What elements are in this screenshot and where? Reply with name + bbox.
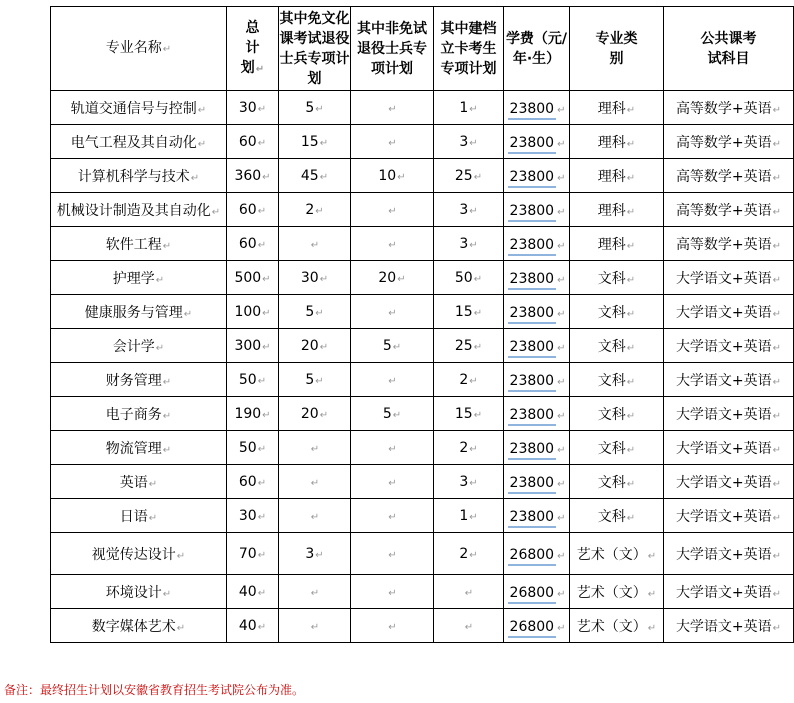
table-row	[51, 609, 794, 643]
nonexempt-veteran-cell: ↵	[351, 295, 434, 329]
exempt-veteran-cell: ↵	[279, 431, 351, 465]
total-plan-cell: 40↵	[227, 575, 279, 609]
major-category-cell: 理科↵	[570, 125, 664, 159]
nonexempt-veteran-cell: ↵	[351, 363, 434, 397]
exam-subjects-cell: 大学语文+英语↵	[664, 261, 794, 295]
header-total-plan: 总计划↵	[227, 7, 279, 91]
major-name-cell: 数字媒体艺术↵	[51, 609, 227, 643]
major-category-cell: 文科↵	[570, 329, 664, 363]
total-plan-cell: 50↵	[227, 363, 279, 397]
tuition-fee-cell: 23800 ↵	[504, 363, 570, 397]
major-category-cell: 文科↵	[570, 465, 664, 499]
nonexempt-veteran-cell: 5↵	[351, 397, 434, 431]
header-tuition-fee: 学费（元/年·生）	[504, 7, 570, 91]
total-plan-cell: 60↵	[227, 227, 279, 261]
exempt-veteran-cell: ↵	[279, 499, 351, 533]
tuition-fee-cell: 23800 ↵	[504, 193, 570, 227]
major-category-cell: 艺术（文）↵	[570, 609, 664, 643]
nonexempt-veteran-cell: 5↵	[351, 329, 434, 363]
major-name-cell: 软件工程↵	[51, 227, 227, 261]
poverty-plan-cell: 50↵	[434, 261, 504, 295]
nonexempt-veteran-cell: 10↵	[351, 159, 434, 193]
exam-subjects-cell: 大学语文+英语↵	[664, 609, 794, 643]
major-category-cell: 理科↵	[570, 193, 664, 227]
tuition-fee-cell: 23800 ↵	[504, 125, 570, 159]
tuition-fee-cell: 23800 ↵	[504, 465, 570, 499]
major-name-cell: 环境设计↵	[51, 575, 227, 609]
nonexempt-veteran-cell: ↵	[351, 575, 434, 609]
tuition-fee-cell: 23800 ↵	[504, 499, 570, 533]
exempt-veteran-cell: 20↵	[279, 329, 351, 363]
major-name-cell: 健康服务与管理↵	[51, 295, 227, 329]
exam-subjects-cell: 大学语文+英语↵	[664, 329, 794, 363]
exempt-veteran-cell: ↵	[279, 575, 351, 609]
poverty-plan-cell: 1↵	[434, 91, 504, 125]
exam-subjects-cell: 大学语文+英语↵	[664, 363, 794, 397]
total-plan-cell: 70↵	[227, 533, 279, 575]
table-row	[51, 91, 794, 125]
table-row	[51, 295, 794, 329]
exam-subjects-cell: 高等数学+英语↵	[664, 125, 794, 159]
poverty-plan-cell: 2↵	[434, 533, 504, 575]
major-name-cell: 物流管理↵	[51, 431, 227, 465]
tuition-fee-cell: 26800 ↵	[504, 575, 570, 609]
major-name-cell: 护理学↵	[51, 261, 227, 295]
total-plan-cell: 60↵	[227, 193, 279, 227]
table-row	[51, 533, 794, 575]
nonexempt-veteran-cell: ↵	[351, 125, 434, 159]
footnote: 备注：最终招生计划以安徽省教育招生考试院公布为准。	[4, 683, 305, 697]
total-plan-cell: 500↵	[227, 261, 279, 295]
enrollment-plan-table	[50, 6, 794, 643]
table-row	[51, 261, 794, 295]
table-row	[51, 397, 794, 431]
major-category-cell: 文科↵	[570, 499, 664, 533]
major-name-cell: 电子商务↵	[51, 397, 227, 431]
poverty-plan-cell: 2↵	[434, 363, 504, 397]
table-row	[51, 193, 794, 227]
table-row	[51, 227, 794, 261]
tuition-fee-cell: 23800 ↵	[504, 91, 570, 125]
exam-subjects-cell: 高等数学+英语↵	[664, 91, 794, 125]
exam-subjects-cell: 高等数学+英语↵	[664, 227, 794, 261]
poverty-plan-cell: 3↵	[434, 227, 504, 261]
poverty-plan-cell: 25↵	[434, 159, 504, 193]
nonexempt-veteran-cell: ↵	[351, 91, 434, 125]
header-nonexempt-veteran-plan: 其中非免试退役士兵专项计划	[351, 7, 434, 91]
tuition-fee-cell: 23800 ↵	[504, 261, 570, 295]
nonexempt-veteran-cell: ↵	[351, 533, 434, 575]
total-plan-cell: 190↵	[227, 397, 279, 431]
header-row	[51, 7, 794, 91]
nonexempt-veteran-cell: ↵	[351, 227, 434, 261]
table-row	[51, 575, 794, 609]
table-row	[51, 363, 794, 397]
tuition-fee-cell: 26800 ↵	[504, 533, 570, 575]
tuition-fee-cell: 23800 ↵	[504, 431, 570, 465]
poverty-plan-cell: 2↵	[434, 431, 504, 465]
major-category-cell: 理科↵	[570, 91, 664, 125]
exam-subjects-cell: 大学语文+英语↵	[664, 295, 794, 329]
major-name-cell: 电气工程及其自动化↵	[51, 125, 227, 159]
header-major-category: 专业类别	[570, 7, 664, 91]
poverty-plan-cell: 15↵	[434, 397, 504, 431]
poverty-plan-cell: 3↵	[434, 465, 504, 499]
exempt-veteran-cell: 15↵	[279, 125, 351, 159]
exam-subjects-cell: 大学语文+英语↵	[664, 431, 794, 465]
tuition-fee-cell: 23800 ↵	[504, 397, 570, 431]
major-category-cell: 文科↵	[570, 431, 664, 465]
table-row	[51, 329, 794, 363]
major-name-cell: 英语↵	[51, 465, 227, 499]
exempt-veteran-cell: 30↵	[279, 261, 351, 295]
major-category-cell: 理科↵	[570, 227, 664, 261]
total-plan-cell: 30↵	[227, 499, 279, 533]
exempt-veteran-cell: 5↵	[279, 91, 351, 125]
nonexempt-veteran-cell: ↵	[351, 499, 434, 533]
exempt-veteran-cell: 3↵	[279, 533, 351, 575]
exam-subjects-cell: 大学语文+英语↵	[664, 465, 794, 499]
header-major-name: 专业名称↵	[51, 7, 227, 91]
tuition-fee-cell: 23800 ↵	[504, 295, 570, 329]
exempt-veteran-cell: 5↵	[279, 363, 351, 397]
exempt-veteran-cell: ↵	[279, 609, 351, 643]
tuition-fee-cell: 23800 ↵	[504, 227, 570, 261]
header-exempt-veteran-plan: 其中免文化课考试退役士兵专项计划	[279, 7, 351, 91]
major-name-cell: 财务管理↵	[51, 363, 227, 397]
table-row	[51, 125, 794, 159]
exempt-veteran-cell: 2↵	[279, 193, 351, 227]
total-plan-cell: 100↵	[227, 295, 279, 329]
poverty-plan-cell: ↵	[434, 609, 504, 643]
exam-subjects-cell: 高等数学+英语↵	[664, 193, 794, 227]
major-name-cell: 计算机科学与技术↵	[51, 159, 227, 193]
poverty-plan-cell: 25↵	[434, 329, 504, 363]
major-category-cell: 文科↵	[570, 295, 664, 329]
major-category-cell: 理科↵	[570, 159, 664, 193]
nonexempt-veteran-cell: ↵	[351, 609, 434, 643]
poverty-plan-cell: ↵	[434, 575, 504, 609]
total-plan-cell: 60↵	[227, 125, 279, 159]
header-poverty-plan: 其中建档立卡考生专项计划	[434, 7, 504, 91]
exempt-veteran-cell: ↵	[279, 465, 351, 499]
poverty-plan-cell: 3↵	[434, 193, 504, 227]
exam-subjects-cell: 大学语文+英语↵	[664, 533, 794, 575]
exam-subjects-cell: 大学语文+英语↵	[664, 397, 794, 431]
table-row	[51, 431, 794, 465]
poverty-plan-cell: 1↵	[434, 499, 504, 533]
header-exam-subjects: 公共课考试科目	[664, 7, 794, 91]
exempt-veteran-cell: 5↵	[279, 295, 351, 329]
table-row	[51, 159, 794, 193]
tuition-fee-cell: 23800 ↵	[504, 329, 570, 363]
tuition-fee-cell: 26800 ↵	[504, 609, 570, 643]
total-plan-cell: 40↵	[227, 609, 279, 643]
exam-subjects-cell: 高等数学+英语↵	[664, 159, 794, 193]
nonexempt-veteran-cell: ↵	[351, 431, 434, 465]
table-row	[51, 499, 794, 533]
major-category-cell: 文科↵	[570, 363, 664, 397]
exempt-veteran-cell: 20↵	[279, 397, 351, 431]
major-category-cell: 文科↵	[570, 261, 664, 295]
table-row	[51, 465, 794, 499]
major-name-cell: 视觉传达设计↵	[51, 533, 227, 575]
major-name-cell: 轨道交通信号与控制↵	[51, 91, 227, 125]
exam-subjects-cell: 大学语文+英语↵	[664, 499, 794, 533]
major-category-cell: 艺术（文）↵	[570, 533, 664, 575]
total-plan-cell: 360↵	[227, 159, 279, 193]
poverty-plan-cell: 15↵	[434, 295, 504, 329]
major-name-cell: 机械设计制造及其自动化↵	[51, 193, 227, 227]
major-category-cell: 艺术（文）↵	[570, 575, 664, 609]
total-plan-cell: 50↵	[227, 431, 279, 465]
major-name-cell: 会计学↵	[51, 329, 227, 363]
exam-subjects-cell: 大学语文+英语↵	[664, 575, 794, 609]
nonexempt-veteran-cell: ↵	[351, 465, 434, 499]
exempt-veteran-cell: ↵	[279, 227, 351, 261]
exempt-veteran-cell: 45↵	[279, 159, 351, 193]
total-plan-cell: 30↵	[227, 91, 279, 125]
major-name-cell: 日语↵	[51, 499, 227, 533]
tuition-fee-cell: 23800 ↵	[504, 159, 570, 193]
major-category-cell: 文科↵	[570, 397, 664, 431]
nonexempt-veteran-cell: ↵	[351, 193, 434, 227]
total-plan-cell: 60↵	[227, 465, 279, 499]
nonexempt-veteran-cell: 20↵	[351, 261, 434, 295]
total-plan-cell: 300↵	[227, 329, 279, 363]
poverty-plan-cell: 3↵	[434, 125, 504, 159]
